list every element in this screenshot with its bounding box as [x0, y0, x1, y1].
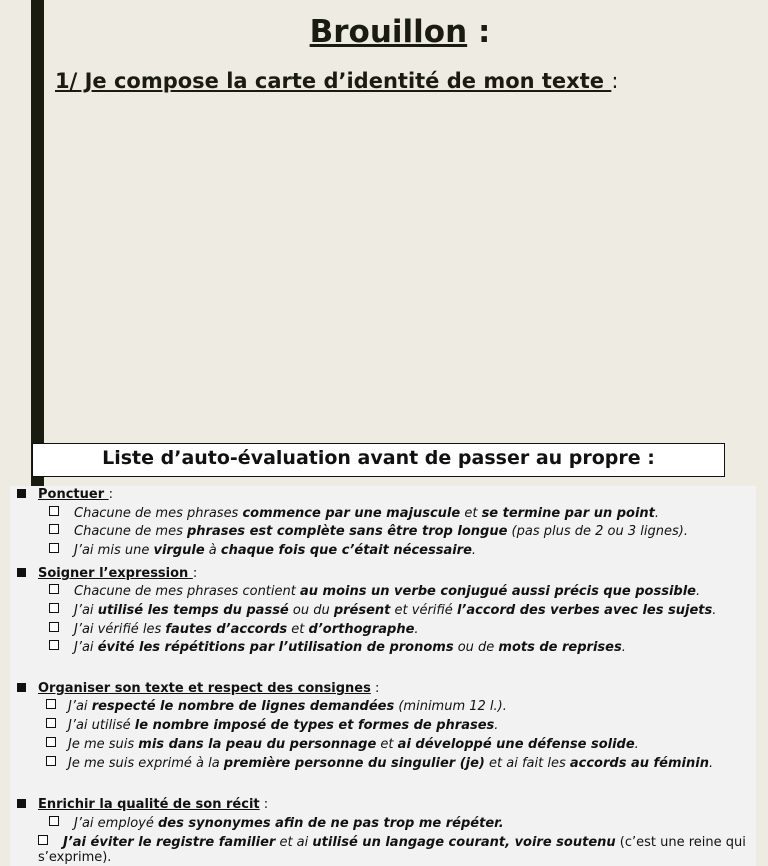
checklist-item[interactable]: J’ai respecté le nombre de lignes demandées (minimum 12 l.). [46, 699, 507, 714]
checklist-item[interactable]: Chacune de mes phrases contient au moins un verbe conjugué aussi précis que possible. [49, 584, 700, 599]
checklist-item[interactable]: Je me suis mis dans la peau du personnage et ai développé une défense solide. [46, 737, 639, 752]
checklist-heading: Liste d’auto-évaluation avant de passer au propre : [102, 447, 655, 469]
section-colon: : [192, 566, 198, 581]
page-title-colon: : [467, 14, 491, 50]
checklist-item[interactable]: J’ai éviter le registre familier et ai utilisé un langage courant, voire soutenu (c’est une reine qui s’exprime). [38, 835, 746, 865]
section-title: Enrichir la qualité de son récit [38, 797, 260, 812]
checkbox-icon[interactable] [46, 699, 56, 709]
identity-card-heading-colon: : [611, 69, 619, 93]
checklist-item[interactable]: J’ai évité les répétitions par l’utilisation de pronoms ou de mots de reprises. [49, 640, 626, 655]
square-bullet-icon [17, 568, 26, 577]
checklist-section-ponctuer [17, 487, 113, 502]
identity-card-heading-text: 1/ Je compose la carte d’identité de mon texte [55, 69, 612, 93]
checklist-item[interactable]: J’ai utilisé le nombre imposé de types et formes de phrases. [46, 718, 498, 733]
section-colon: : [108, 487, 114, 502]
checkbox-icon[interactable] [49, 816, 59, 826]
checklist-section-enrichir [17, 797, 268, 812]
section-title: Ponctuer [38, 487, 109, 502]
checklist-item[interactable]: J’ai mis une virgule à chaque fois que c’était nécessaire. [49, 543, 476, 558]
checklist-item[interactable]: J’ai vérifié les fautes d’accords et d’orthographe. [49, 622, 419, 637]
checklist-heading-box [32, 443, 725, 477]
checkbox-icon[interactable] [49, 622, 59, 632]
section-title: Organiser son texte et respect des consignes [38, 681, 371, 696]
checkbox-icon[interactable] [46, 737, 56, 747]
square-bullet-icon [17, 799, 26, 808]
checkbox-icon[interactable] [46, 718, 56, 728]
checklist-item[interactable]: Chacune de mes phrases est complète sans être trop longue (pas plus de 2 ou 3 lignes). [49, 524, 688, 539]
checkbox-icon[interactable] [49, 543, 59, 553]
checklist-item[interactable]: J’ai employé des synonymes afin de ne pas trop me répéter. [49, 816, 504, 831]
section-colon: : [370, 681, 380, 696]
checkbox-icon[interactable] [46, 756, 56, 766]
checkbox-icon[interactable] [49, 640, 59, 650]
checkbox-icon[interactable] [49, 603, 59, 613]
square-bullet-icon [17, 683, 26, 692]
checklist-item[interactable]: Je me suis exprimé à la première personne du singulier (je) et ai fait les accords au féminin. [46, 756, 713, 771]
section-title: Soigner l’expression [38, 566, 193, 581]
left-margin-bar [31, 0, 44, 486]
checkbox-icon[interactable] [49, 584, 59, 594]
section-heading-identity-card [55, 69, 618, 93]
page-title-text: Brouillon [309, 14, 468, 50]
page-title [0, 14, 768, 50]
checklist-item[interactable]: J’ai utilisé les temps du passé ou du présent et vérifié l’accord des verbes avec les sujets. [49, 603, 716, 618]
checkbox-icon[interactable] [49, 524, 59, 534]
checklist-item[interactable]: Chacune de mes phrases commence par une majuscule et se termine par un point. [49, 506, 659, 521]
checkbox-icon[interactable] [49, 506, 59, 516]
checklist-section-soigner-expression [17, 566, 197, 581]
square-bullet-icon [17, 489, 26, 498]
section-colon: : [259, 797, 269, 812]
checkbox-icon[interactable] [38, 835, 48, 845]
checklist-section-organiser [17, 681, 379, 696]
